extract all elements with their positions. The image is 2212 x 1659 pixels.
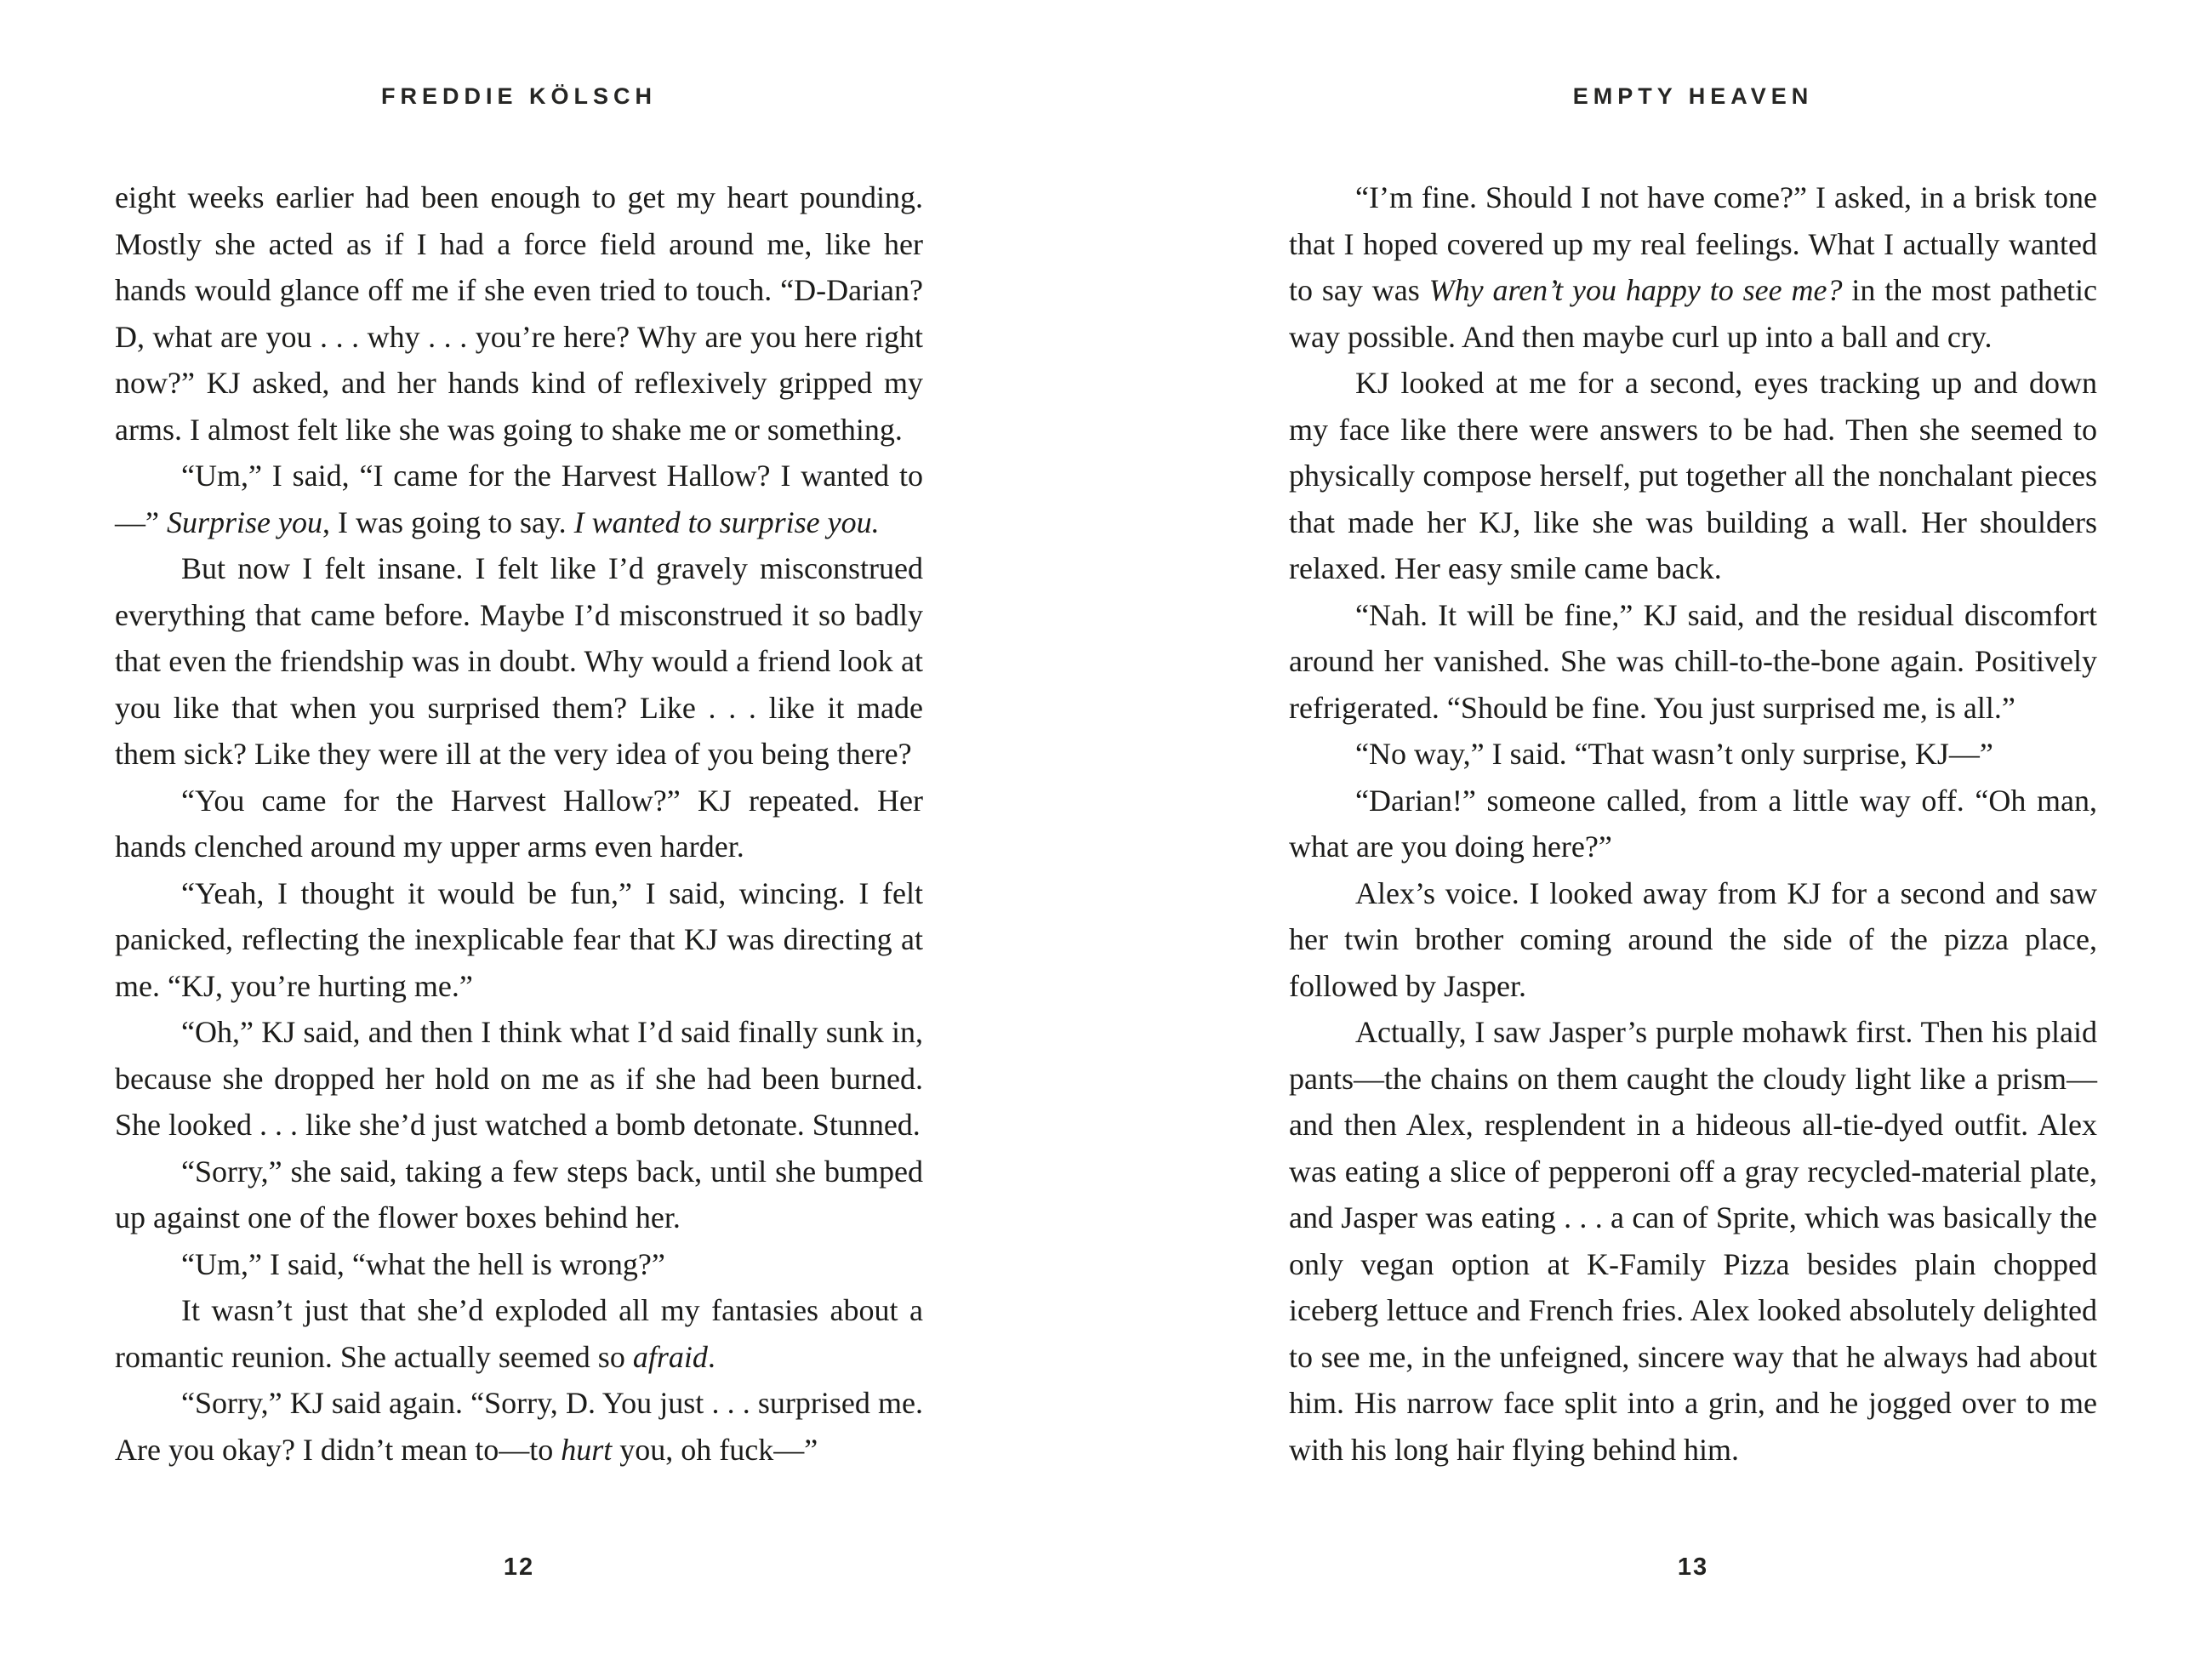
text-segment: “Darian!” someone called, from a little way off. “Oh man, what are you doing here?” <box>1289 783 2097 864</box>
text-segment: . <box>707 1339 715 1374</box>
text-segment: “Nah. It will be fine,” KJ said, and the residual discomfort around her vanished. She was chill-to-the-bone again. Positively refrigerated. “Should be fine. You just surprised me, is all.” <box>1289 597 2097 725</box>
text-segment: “Sorry,” she said, taking a few steps back, until she bumped up against one of the flower boxes behind her. <box>115 1154 923 1234</box>
paragraph <box>1289 360 2097 592</box>
left-page-text-block <box>115 174 923 1473</box>
text-segment: in the most pathetic way possible. And then maybe curl up into a ball and cry. <box>1289 273 2098 354</box>
page-number-right: 13 <box>1677 1554 1709 1581</box>
text-segment: Actually, I saw Jasper’s purple mohawk first. Then his plaid pants—the chains on them caught the cloudy light like a prism—and then Alex, resplendent in a hideous all-tie-dyed outfit. Alex was eating a slice of pepperoni off a gray recycled-material plate, and Jasper was eating . . . a can of Sprite, which was basically the only vegan option at K-Family Pizza besides plain chopped iceberg lettuce and French fries. Alex looked absolutely delighted to see me, in the unfeigned, sincere way that he always had about him. His narrow face split into a grin, and he jogged over to me with his long hair flying behind him. <box>1289 1015 2097 1467</box>
text-segment: “You came for the Harvest Hallow?” KJ repeated. Her hands clenched around my upper arms even harder. <box>115 783 923 864</box>
text-segment: But now I felt insane. I felt like I’d gravely misconstrued everything that came before. Maybe I’d misconstrued it so badly that even the friendship was in doubt. Why would a friend look at you like that when you surprised them? Like . . . like it made them sick? Like they were ill at the very idea of you being there? <box>115 551 923 771</box>
paragraph <box>115 453 923 545</box>
text-segment: KJ looked at me for a second, eyes tracking up and down my face like there were answers to be had. Then she seemed to physically compose herself, put together all the nonchalant pieces that made her KJ, like she was building a wall. Her shoulders relaxed. Her easy smile came back. <box>1289 366 2097 585</box>
paragraph <box>115 1149 923 1241</box>
paragraph <box>115 174 923 453</box>
right-page-text-block <box>1289 174 2097 1473</box>
paragraph <box>1289 592 2097 732</box>
text-segment: “Yeah, I thought it would be fun,” I said, wincing. I felt panicked, reflecting the inexplicable fear that KJ was directing at me. “KJ, you’re hurting me.” <box>115 875 923 1003</box>
text-segment: “No way,” I said. “That wasn’t only surprise, KJ—” <box>1355 737 1993 771</box>
italic-text-segment: Surprise you <box>166 505 322 539</box>
paragraph <box>115 545 923 778</box>
page-number-left: 12 <box>503 1554 535 1581</box>
text-segment: “I’m fine. Should I not have come?” I asked, in a brisk tone that I hoped covered up my real feelings. What I actually wanted to say was <box>1289 180 2097 307</box>
paragraph <box>1289 870 2097 1010</box>
italic-text-segment: hurt <box>561 1432 613 1467</box>
text-segment: “Um,” I said, “I came for the Harvest Hallow? I wanted to—” <box>115 459 923 539</box>
running-header-author: FREDDIE KÖLSCH <box>380 83 657 109</box>
italic-text-segment: I wanted to surprise you. <box>573 505 880 539</box>
text-segment: It wasn’t just that she’d exploded all my fantasies about a romantic reunion. She actually seemed so <box>115 1293 923 1374</box>
text-segment: “Sorry,” KJ said again. “Sorry, D. You just . . . surprised me. Are you okay? I didn’t mean to—to <box>115 1386 923 1467</box>
paragraph <box>1289 174 2097 360</box>
paragraph <box>115 1380 923 1473</box>
text-segment: Alex’s voice. I looked away from KJ for a second and saw her twin brother coming around the side of the pizza place, followed by Jasper. <box>1289 875 2097 1003</box>
paragraph <box>115 1287 923 1380</box>
paragraph <box>1289 778 2097 870</box>
paragraph <box>115 1241 923 1288</box>
paragraph <box>115 778 923 870</box>
text-segment: “Oh,” KJ said, and then I think what I’d said finally sunk in, because she dropped her hold on me as if she had been burned. She looked . . . like she’d just watched a bomb detonate. Stunned. <box>115 1015 923 1142</box>
italic-text-segment: Why aren’t you happy to see me? <box>1428 273 1843 307</box>
italic-text-segment: afraid <box>632 1339 708 1374</box>
text-segment: eight weeks earlier had been enough to get my heart pounding. Mostly she acted as if I had a force field around me, like her hands would glance off me if she even tried to touch. “D-Darian? D, what are you . . . why . . . you’re here? Why are you here right now?” KJ asked, and her hands kind of reflexively gripped my arms. I almost felt like she was going to shake me or something. <box>115 180 923 447</box>
left-page <box>115 0 923 1659</box>
paragraph <box>115 1009 923 1149</box>
text-segment: you, oh fuck—” <box>612 1432 818 1467</box>
paragraph <box>1289 1009 2097 1473</box>
text-segment: , I was going to say. <box>322 505 574 539</box>
right-page <box>1289 0 2097 1659</box>
text-segment: “Um,” I said, “what the hell is wrong?” <box>181 1246 665 1281</box>
paragraph <box>1289 731 2097 778</box>
running-header-title: EMPTY HEAVEN <box>1572 83 1814 109</box>
paragraph <box>115 870 923 1010</box>
